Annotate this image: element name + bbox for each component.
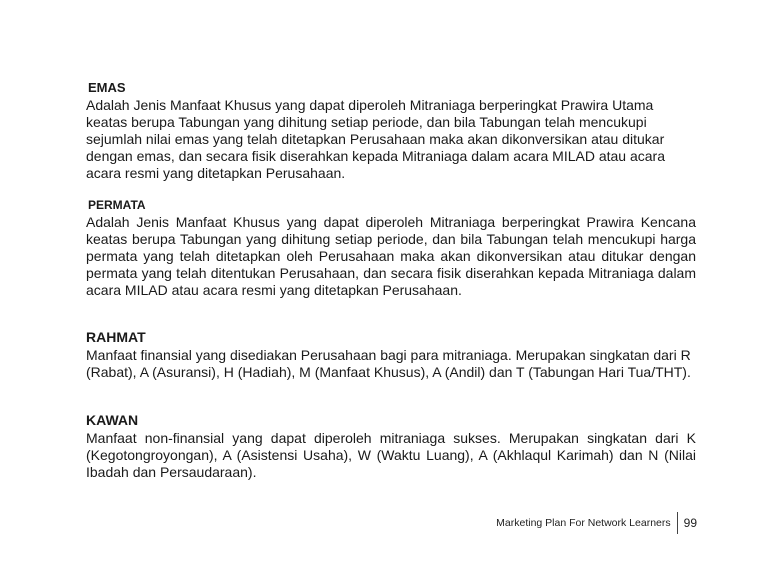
section-body-kawan: Manfaat non-finansial yang dapat diperoleh mitraniaga sukses. Merupakan singkatan dari K (Kegotongroyongan), A (Asistensi Usaha), W (Waktu Luang), A (Akhlaqul Karimah) dan N (Nilai Ibadah dan Persaudaraan). <box>86 430 696 480</box>
section-kawan <box>86 412 696 481</box>
section-body-emas: Adalah Jenis Manfaat Khusus yang dapat diperoleh Mitraniaga berperingkat Prawira Utama keatas berupa Tabungan yang dihitung setiap periode, dan bila Tabungan telah mencukupi sejumlah nilai emas yang telah ditetapkan Perusahaan maka akan dikonversikan atau ditukar dengan emas, dan secara fisik diserahkan kepada Mitraniaga dalam acara MILAD atau acara acara resmi yang ditetapkan Perusahaan. <box>86 97 665 181</box>
section-heading-permata: PERMATA <box>88 198 146 212</box>
page-footer <box>496 512 697 534</box>
section-permata <box>86 198 696 299</box>
section-heading-rahmat: RAHMAT <box>86 329 146 345</box>
section-heading-emas: EMAS <box>88 80 126 95</box>
section-body-rahmat: Manfaat finansial yang disediakan Perusahaan bagi para mitraniaga. Merupakan singkatan dari R (Rabat), A (Asuransi), H (Hadiah), M (Manfaat Khusus), A (Andil) dan T (Tabungan Hari Tua/THT). <box>86 347 691 380</box>
section-body-permata: Adalah Jenis Manfaat Khusus yang dapat diperoleh Mitraniaga berperingkat Prawira Kencana keatas berupa Tabungan yang dihitung setiap periode, dan bila Tabungan telah mencukupi harga permata yang telah ditetapkan oleh Perusahaan maka akan dikonversikan atau ditukar dengan permata yang telah ditentukan Perusahaan, dan secara fisik diserahkan kepada Mitraniaga dalam acara MILAD atau acara resmi yang ditetapkan Perusahaan. <box>86 214 696 298</box>
section-rahmat <box>86 329 696 381</box>
section-emas <box>86 80 696 182</box>
footer-title: Marketing Plan For Network Learners <box>496 517 671 529</box>
section-heading-kawan: KAWAN <box>86 412 139 428</box>
page-number: 99 <box>683 516 697 530</box>
